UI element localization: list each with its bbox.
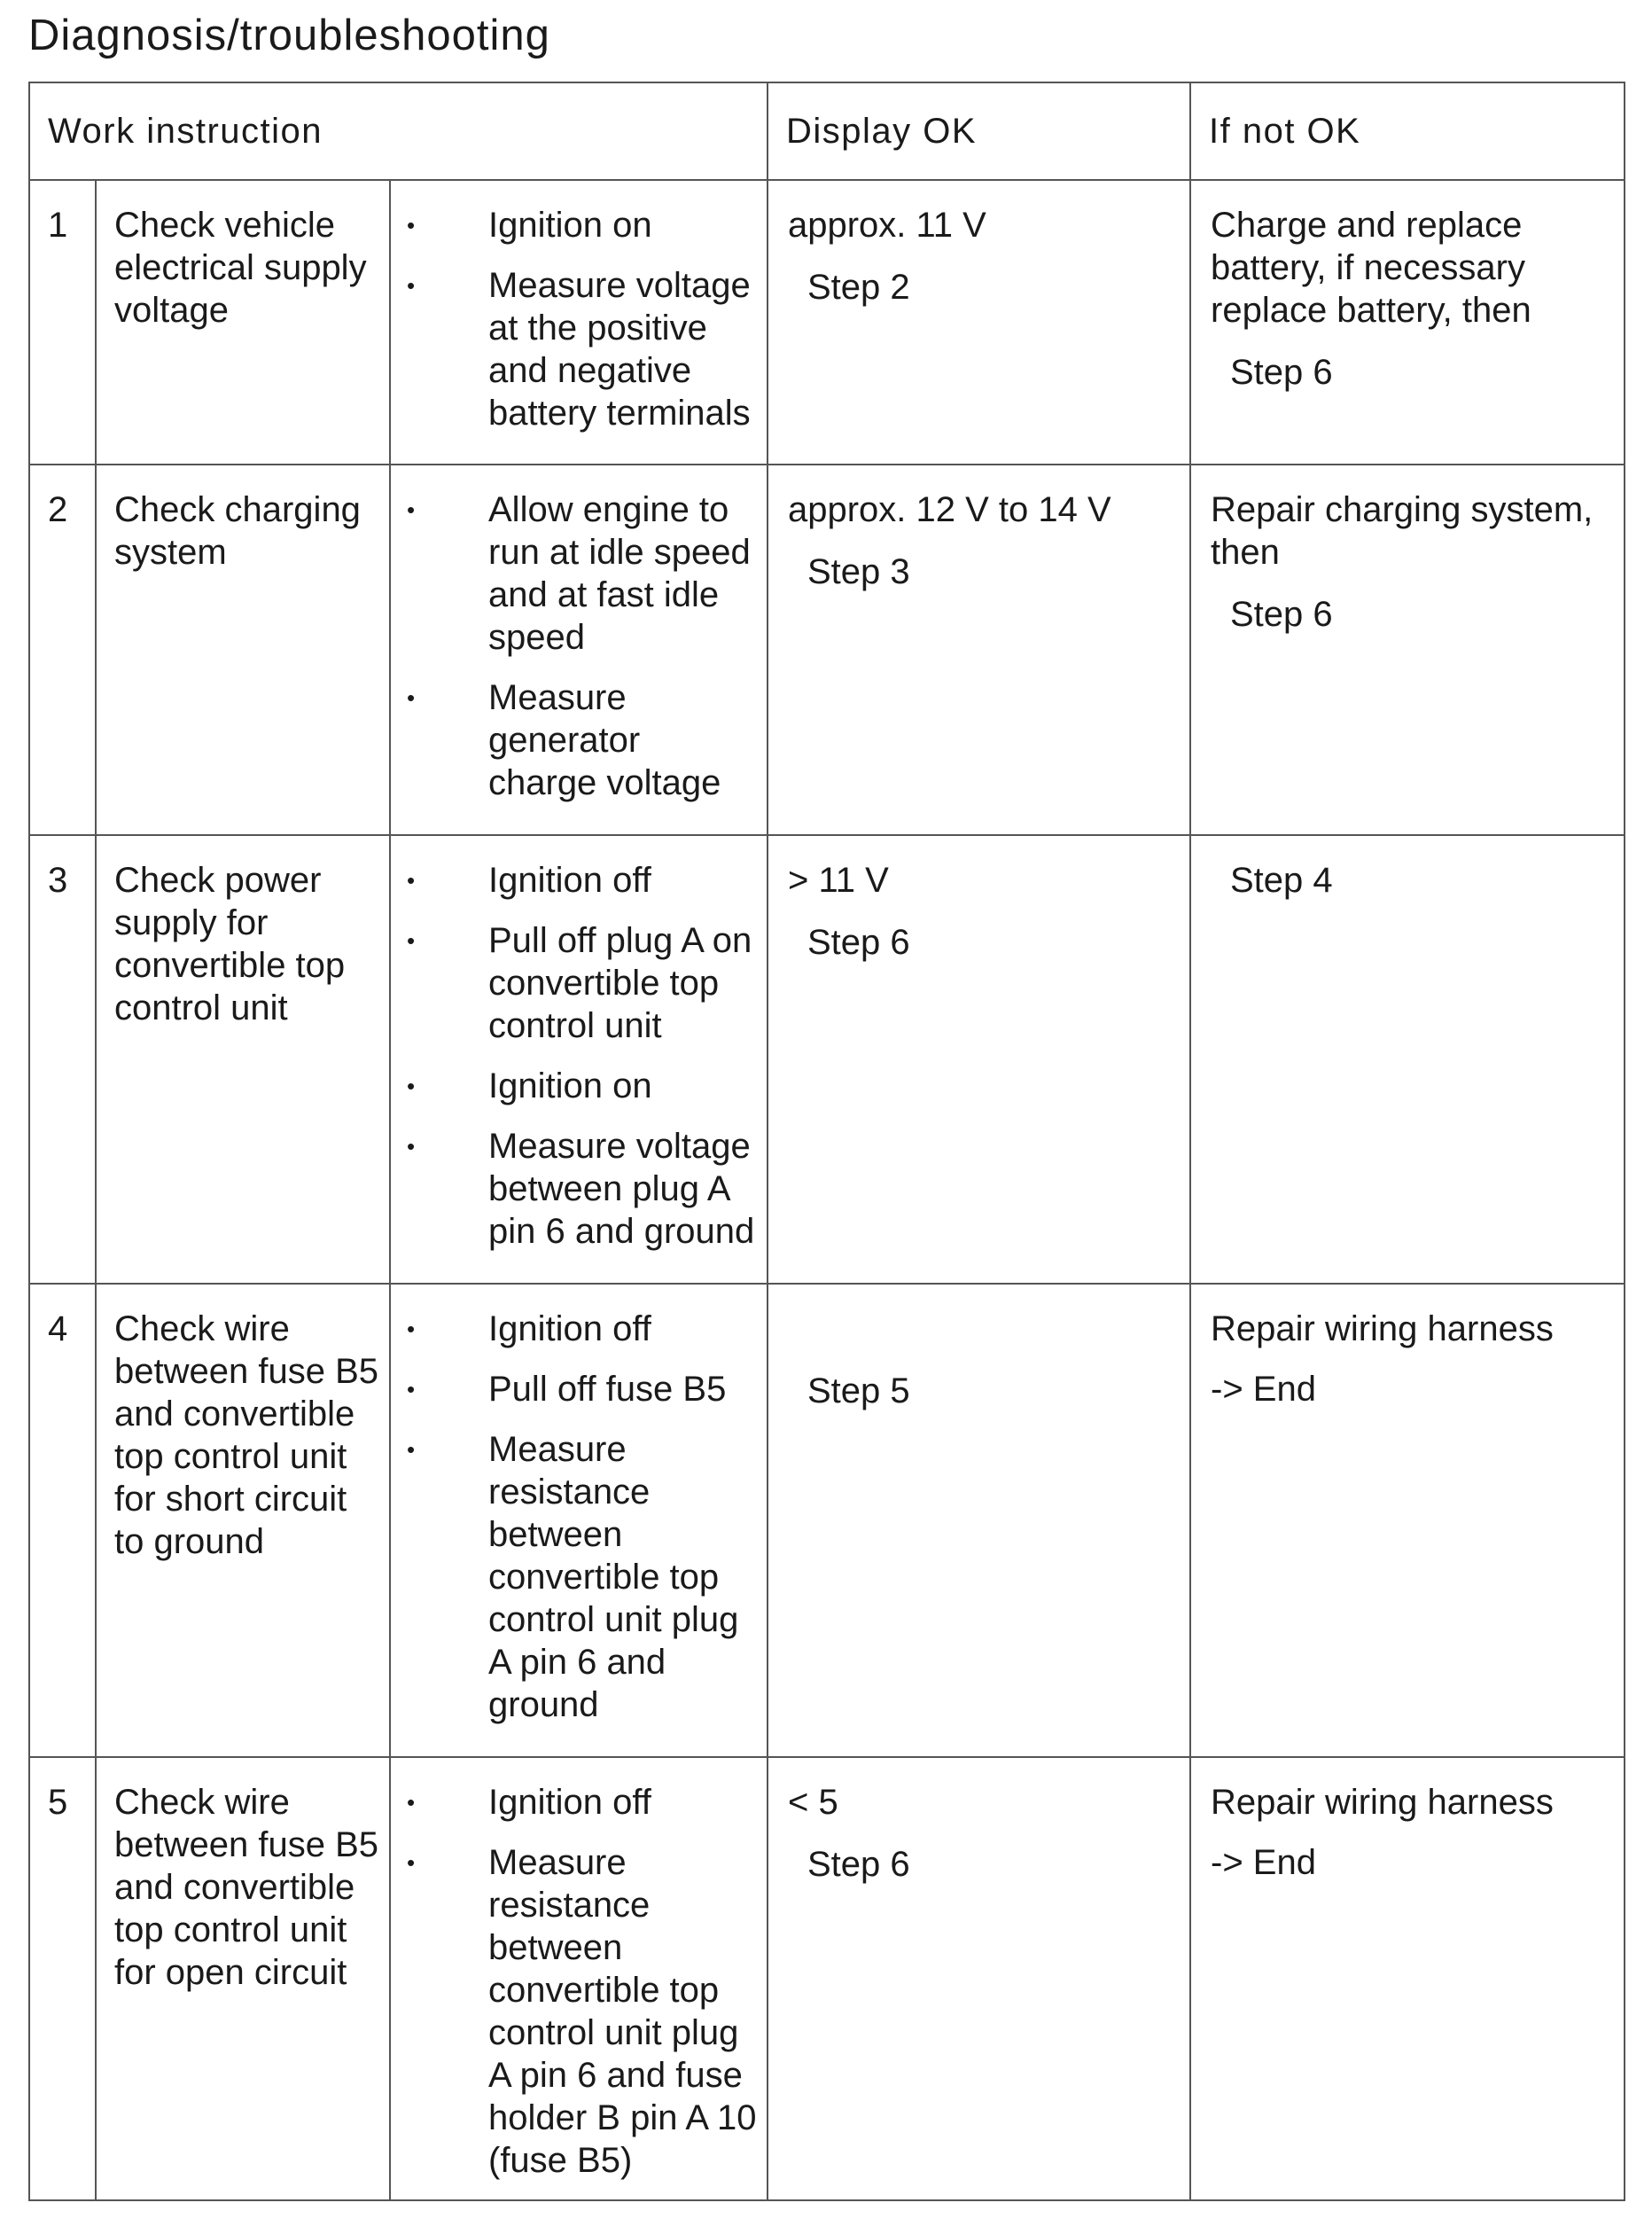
ok-value: > 11 V — [788, 861, 889, 900]
display-ok-cell — [768, 465, 1190, 835]
instruction-text: Ignition off — [488, 1783, 651, 1822]
ok-next-step: Step 3 — [807, 552, 910, 591]
bullet-icon: • — [407, 867, 416, 894]
step-number: 1 — [29, 180, 96, 465]
display-ok-cell — [768, 835, 1190, 1284]
display-ok-cell — [768, 1757, 1190, 2200]
check-description: Check wire between fuse B5 and convertible top control unit for open circuit — [96, 1757, 390, 2200]
bullet-icon: • — [407, 1376, 416, 1402]
notok-action: Repair wiring harness — [1211, 1309, 1554, 1348]
instruction-item — [391, 1308, 758, 1350]
diagnosis-table — [28, 82, 1625, 2201]
check-description: Check vehicle electrical supply voltage — [96, 180, 390, 465]
ok-next-step: Step 6 — [807, 1845, 910, 1884]
instruction-item — [391, 488, 758, 659]
notok-end: -> End — [1211, 1843, 1316, 1882]
notok-action: Repair charging system, then — [1211, 490, 1594, 572]
instruction-text: Measure generator charge voltage — [488, 678, 721, 802]
instruction-item — [391, 859, 758, 902]
step-number: 3 — [29, 835, 96, 1284]
notok-end: -> End — [1211, 1370, 1316, 1409]
table-header-row — [29, 82, 1625, 180]
instruction-list — [390, 465, 768, 835]
instruction-item — [391, 919, 758, 1047]
bullet-icon: • — [407, 927, 416, 954]
instruction-item — [391, 264, 758, 434]
display-ok-cell — [768, 1284, 1190, 1757]
instruction-text: Measure resistance between convertible top control unit plug A pin 6 and ground — [488, 1430, 739, 1724]
ok-value: approx. 11 V — [788, 206, 986, 245]
notok-next-step: Step 6 — [1230, 353, 1333, 392]
ok-value: approx. 12 V to 14 V — [788, 490, 1111, 529]
notok-action: Repair wiring harness — [1211, 1783, 1554, 1822]
instruction-text: Measure voltage at the positive and negative battery terminals — [488, 266, 751, 433]
instruction-text: Allow engine to run at idle speed and at fast idle speed — [488, 490, 751, 657]
if-not-ok-cell — [1190, 835, 1625, 1284]
if-not-ok-cell — [1190, 1284, 1625, 1757]
step-number: 4 — [29, 1284, 96, 1757]
bullet-icon: • — [407, 1073, 416, 1099]
header-display-ok: Display OK — [768, 82, 1190, 180]
ok-next-step: Step 6 — [807, 923, 910, 962]
instruction-list — [390, 1284, 768, 1757]
if-not-ok-cell — [1190, 465, 1625, 835]
instruction-list — [390, 1757, 768, 2200]
bullet-icon: • — [407, 212, 416, 238]
instruction-item — [391, 1125, 758, 1253]
if-not-ok-cell — [1190, 180, 1625, 465]
instruction-item — [391, 1065, 758, 1107]
bullet-icon: • — [407, 1849, 416, 1876]
page-title: Diagnosis/troubleshooting — [28, 12, 550, 59]
instruction-item — [391, 204, 758, 246]
bullet-icon: • — [407, 496, 416, 523]
instruction-item — [391, 1781, 758, 1824]
bullet-icon: • — [407, 1436, 416, 1463]
instruction-text: Measure voltage between plug A pin 6 and ground — [488, 1127, 755, 1251]
ok-next-step: Step 5 — [807, 1371, 910, 1410]
instruction-item — [391, 676, 758, 804]
table-row — [29, 1284, 1625, 1757]
ok-value: < 5 — [788, 1783, 838, 1822]
instruction-list — [390, 180, 768, 465]
check-description: Check charging system — [96, 465, 390, 835]
bullet-icon: • — [407, 684, 416, 711]
instruction-text: Pull off fuse B5 — [488, 1370, 727, 1409]
ok-next-step: Step 2 — [807, 268, 910, 307]
table-row — [29, 180, 1625, 465]
bullet-icon: • — [407, 1316, 416, 1342]
instruction-item — [391, 1368, 758, 1410]
instruction-text: Ignition on — [488, 206, 652, 245]
bullet-icon: • — [407, 272, 416, 299]
notok-next-step: Step 4 — [1230, 861, 1333, 900]
check-description: Check power supply for convertible top control unit — [96, 835, 390, 1284]
bullet-icon: • — [407, 1133, 416, 1160]
step-number: 2 — [29, 465, 96, 835]
notok-next-step: Step 6 — [1230, 595, 1333, 634]
instruction-item — [391, 1428, 758, 1726]
if-not-ok-cell — [1190, 1757, 1625, 2200]
instruction-text: Ignition off — [488, 861, 651, 900]
instruction-text: Pull off plug A on convertible top control unit — [488, 921, 752, 1045]
instruction-list — [390, 835, 768, 1284]
bullet-icon: • — [407, 1789, 416, 1816]
table-row — [29, 835, 1625, 1284]
notok-action: Charge and replace battery, if necessary replace battery, then — [1211, 206, 1531, 330]
instruction-text: Ignition on — [488, 1066, 652, 1105]
header-work-instruction: Work instruction — [29, 82, 768, 180]
instruction-text: Ignition off — [488, 1309, 651, 1348]
table-row — [29, 465, 1625, 835]
step-number: 5 — [29, 1757, 96, 2200]
header-if-not-ok: If not OK — [1190, 82, 1625, 180]
instruction-item — [391, 1841, 758, 2182]
display-ok-cell — [768, 180, 1190, 465]
check-description: Check wire between fuse B5 and convertible top control unit for short circuit to ground — [96, 1284, 390, 1757]
ok-value — [788, 1308, 1177, 1350]
table-row — [29, 1757, 1625, 2200]
instruction-text: Measure resistance between convertible top control unit plug A pin 6 and fuse holder B pin A 10 (fuse B5) — [488, 1843, 757, 2180]
